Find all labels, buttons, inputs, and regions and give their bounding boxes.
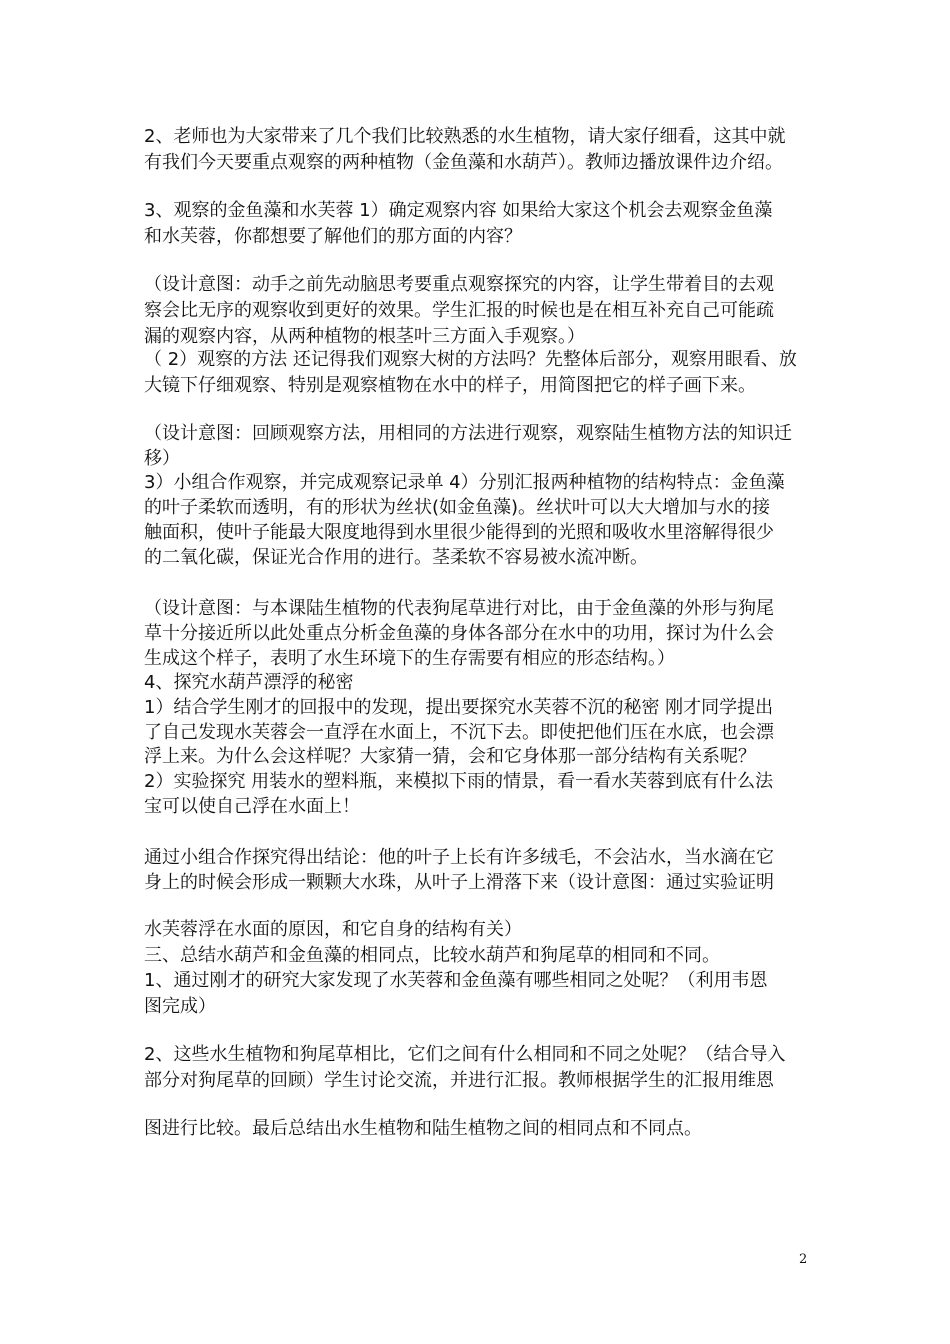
page-number: 2 — [799, 1252, 808, 1267]
text-line: 触面积，使叶子能最大限度地得到水里很少能得到的光照和吸收水里溶解得很少 — [144, 522, 774, 543]
text-line: 的叶子柔软而透明，有的形状为丝状(如金鱼藻)。丝状叶可以大大增加与水的接 — [144, 497, 771, 518]
text-line: 了自己发现水芙蓉会一直浮在水面上，不沉下去。即使把他们压在水底，也会漂 — [144, 722, 774, 743]
text-line: 漏的观察内容，从两种植物的根茎叶三方面入手观察。） — [144, 326, 585, 347]
text-line: 察会比无序的观察收到更好的效果。学生汇报的时候也是在相互补充自己可能疏 — [144, 300, 774, 321]
text-line: （设计意图：回顾观察方法，用相同的方法进行观察，观察陆生植物方法的知识迁 — [144, 423, 792, 444]
text-line: 草十分接近所以此处重点分析金鱼藻的身体各部分在水中的功用，探讨为什么会 — [144, 623, 774, 644]
text-line: 三、总结水葫芦和金鱼藻的相同点，比较水葫芦和狗尾草的相同和不同。 — [144, 945, 720, 966]
text-line: 的二氧化碳，保证光合作用的进行。茎柔软不容易被水流冲断。 — [144, 547, 648, 568]
text-line: 2）实验探究 用装水的塑料瓶，来模拟下雨的情景，看一看水芙蓉到底有什么法 — [144, 771, 774, 792]
text-line: 4、探究水葫芦漂浮的秘密 — [144, 672, 354, 693]
text-line: （ 2）观察的方法 还记得我们观察大树的方法吗？先整体后部分，观察用眼看、放 — [144, 349, 797, 370]
text-line: 通过小组合作探究得出结论：他的叶子上长有许多绒毛，不会沾水，当水滴在它 — [144, 847, 774, 868]
text-line: 大镜下仔细观察、特别是观察植物在水中的样子，用简图把它的样子画下来。 — [144, 375, 756, 396]
text-line: 图进行比较。最后总结出水生植物和陆生植物之间的相同点和不同点。 — [144, 1118, 702, 1139]
text-line: 和水芙蓉，你都想要了解他们的那方面的内容？ — [144, 226, 522, 247]
text-line: （设计意图：与本课陆生植物的代表狗尾草进行对比，由于金鱼藻的外形与狗尾 — [144, 598, 774, 619]
text-line: 2、这些水生植物和狗尾草相比，它们之间有什么相同和不同之处呢？（结合导入 — [144, 1044, 786, 1065]
text-line: 3）小组合作观察，并完成观察记录单 4）分别汇报两种植物的结构特点：金鱼藻 — [144, 472, 785, 493]
text-line: 2、老师也为大家带来了几个我们比较熟悉的水生植物，请大家仔细看，这其中就 — [144, 126, 786, 147]
text-line: 1、通过刚才的研究大家发现了水芙蓉和金鱼藻有哪些相同之处呢？（利用韦恩 — [144, 970, 768, 991]
text-line: 身上的时候会形成一颗颗大水珠，从叶子上滑落下来（设计意图：通过实验证明 — [144, 872, 774, 893]
text-line: 宝可以使自己浮在水面上！ — [144, 796, 360, 817]
text-line: 3、观察的金鱼藻和水芙蓉 1）确定观察内容 如果给大家这个机会去观察金鱼藻 — [144, 200, 773, 221]
text-line: 生成这个样子，表明了水生环境下的生存需要有相应的形态结构。） — [144, 648, 675, 669]
text-line: （设计意图：动手之前先动脑思考要重点观察探究的内容，让学生带着目的去观 — [144, 274, 774, 295]
text-line: 图完成） — [144, 996, 216, 1017]
text-line: 移） — [144, 448, 180, 469]
text-line: 水芙蓉浮在水面的原因，和它自身的结构有关） — [144, 919, 522, 940]
text-line: 1）结合学生刚才的回报中的发现，提出要探究水芙蓉不沉的秘密 刚才同学提出 — [144, 697, 774, 718]
text-line: 浮上来。为什么会这样呢？大家猜一猜，会和它身体那一部分结构有关系呢？ — [144, 746, 756, 767]
text-line: 有我们今天要重点观察的两种植物（金鱼藻和水葫芦）。教师边播放课件边介绍。 — [144, 152, 783, 173]
text-line: 部分对狗尾草的回顾）学生讨论交流，并进行汇报。教师根据学生的汇报用维恩 — [144, 1070, 774, 1091]
